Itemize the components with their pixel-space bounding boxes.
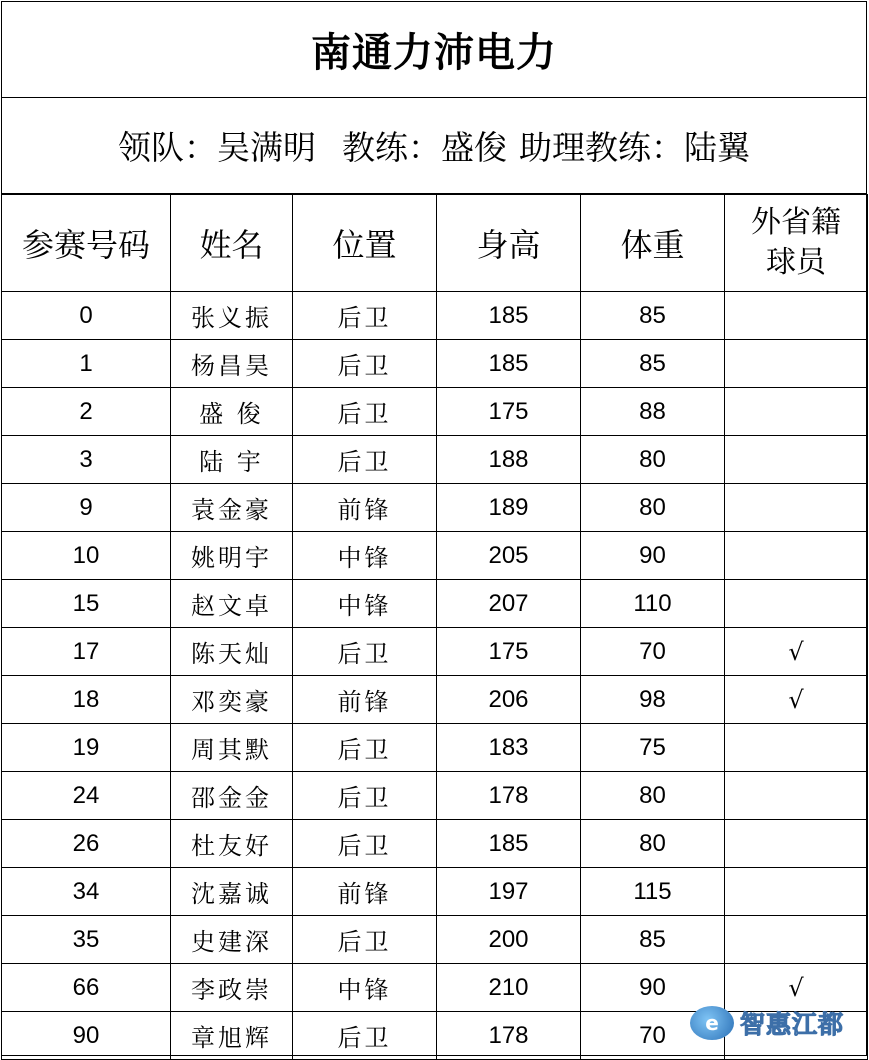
cell-height: 183 bbox=[437, 724, 581, 772]
cell-height: 185 bbox=[437, 340, 581, 388]
cell-number: 66 bbox=[2, 964, 171, 1012]
table-row bbox=[2, 580, 868, 628]
header-number: 参赛号码 bbox=[2, 195, 171, 292]
cell-name: 邓奕豪 bbox=[171, 676, 293, 724]
cell-foreign: √ bbox=[725, 628, 868, 676]
header-position: 位置 bbox=[293, 195, 437, 292]
cell-position: 后卫 bbox=[293, 628, 437, 676]
cell-name: 陆 宇 bbox=[171, 436, 293, 484]
cell-weight: 90 bbox=[581, 964, 725, 1012]
table-row bbox=[2, 484, 868, 532]
head-coach: 教练：盛俊 bbox=[342, 128, 507, 167]
cell-foreign bbox=[725, 772, 868, 820]
cell-number: 1 bbox=[2, 340, 171, 388]
cell-number: 35 bbox=[2, 916, 171, 964]
cell-position: 中锋 bbox=[293, 964, 437, 1012]
watermark bbox=[690, 1002, 855, 1044]
cell-position: 后卫 bbox=[293, 820, 437, 868]
cell-position: 后卫 bbox=[293, 436, 437, 484]
cell-name: 史建深 bbox=[171, 916, 293, 964]
cell-weight: 70 bbox=[581, 1012, 725, 1060]
cell-foreign bbox=[725, 580, 868, 628]
cell-name: 姚明宇 bbox=[171, 532, 293, 580]
table-row bbox=[2, 772, 868, 820]
header-foreign-line2: 球员 bbox=[766, 245, 826, 280]
header-foreign-line1: 外省籍 bbox=[751, 205, 841, 240]
cell-number: 2 bbox=[2, 388, 171, 436]
cell-height: 207 bbox=[437, 580, 581, 628]
cell-foreign bbox=[725, 868, 868, 916]
cell-name: 章旭辉 bbox=[171, 1012, 293, 1060]
cell-foreign bbox=[725, 292, 868, 340]
cell-weight: 70 bbox=[581, 628, 725, 676]
cell-foreign bbox=[725, 388, 868, 436]
cell-height: 175 bbox=[437, 628, 581, 676]
cell-name: 袁金豪 bbox=[171, 484, 293, 532]
cell-weight: 85 bbox=[581, 340, 725, 388]
table-row bbox=[2, 388, 868, 436]
cell-foreign: √ bbox=[725, 964, 868, 1012]
cell-weight: 110 bbox=[581, 580, 725, 628]
cell-number: 17 bbox=[2, 628, 171, 676]
cell-number: 10 bbox=[2, 532, 171, 580]
cell-foreign bbox=[725, 436, 868, 484]
header-height: 身高 bbox=[437, 195, 581, 292]
cell-number: 9 bbox=[2, 484, 171, 532]
cell-height: 200 bbox=[437, 916, 581, 964]
cell-name: 周其默 bbox=[171, 724, 293, 772]
table-row bbox=[2, 628, 868, 676]
cell-height: 178 bbox=[437, 772, 581, 820]
cell-weight: 75 bbox=[581, 724, 725, 772]
roster-sheet bbox=[1, 1, 867, 1056]
cell-height: 210 bbox=[437, 964, 581, 1012]
cell-height: 185 bbox=[437, 292, 581, 340]
cell-position: 前锋 bbox=[293, 676, 437, 724]
cell-height: 189 bbox=[437, 484, 581, 532]
table-header-row bbox=[2, 195, 868, 292]
cell-position: 后卫 bbox=[293, 292, 437, 340]
cell-height: 185 bbox=[437, 820, 581, 868]
cell-foreign bbox=[725, 484, 868, 532]
cell-name: 赵文卓 bbox=[171, 580, 293, 628]
cell-position: 中锋 bbox=[293, 532, 437, 580]
cell-position: 前锋 bbox=[293, 868, 437, 916]
cell-number: 0 bbox=[2, 292, 171, 340]
table-row bbox=[2, 868, 868, 916]
cell-weight: 80 bbox=[581, 436, 725, 484]
cell-name: 沈嘉诚 bbox=[171, 868, 293, 916]
cell-weight: 85 bbox=[581, 292, 725, 340]
table-row bbox=[2, 724, 868, 772]
cell-position: 前锋 bbox=[293, 484, 437, 532]
cell-height: 178 bbox=[437, 1012, 581, 1060]
cell-name: 李政崇 bbox=[171, 964, 293, 1012]
cell-name: 陈天灿 bbox=[171, 628, 293, 676]
cell-name: 张义振 bbox=[171, 292, 293, 340]
cell-number: 90 bbox=[2, 1012, 171, 1060]
cell-weight: 98 bbox=[581, 676, 725, 724]
cell-height: 175 bbox=[437, 388, 581, 436]
cell-name: 杜友好 bbox=[171, 820, 293, 868]
table-row bbox=[2, 676, 868, 724]
swirl-logo-icon: e bbox=[690, 1006, 734, 1040]
cell-number: 26 bbox=[2, 820, 171, 868]
cell-number: 18 bbox=[2, 676, 171, 724]
cell-position: 后卫 bbox=[293, 388, 437, 436]
cell-foreign: √ bbox=[725, 676, 868, 724]
header-name: 姓名 bbox=[171, 195, 293, 292]
cell-height: 188 bbox=[437, 436, 581, 484]
table-row bbox=[2, 292, 868, 340]
cell-number: 3 bbox=[2, 436, 171, 484]
cell-foreign bbox=[725, 532, 868, 580]
cell-weight: 90 bbox=[581, 532, 725, 580]
cell-weight: 85 bbox=[581, 916, 725, 964]
cell-weight: 80 bbox=[581, 820, 725, 868]
table-row bbox=[2, 916, 868, 964]
table-row bbox=[2, 436, 868, 484]
cell-foreign bbox=[725, 916, 868, 964]
cell-foreign bbox=[725, 724, 868, 772]
cell-height: 205 bbox=[437, 532, 581, 580]
team-title: 南通力沛电力 bbox=[2, 2, 866, 98]
table-row bbox=[2, 340, 868, 388]
cell-weight: 80 bbox=[581, 772, 725, 820]
cell-position: 后卫 bbox=[293, 340, 437, 388]
header-foreign bbox=[725, 195, 868, 292]
watermark-text: 智惠江都 bbox=[740, 1010, 845, 1039]
cell-number: 19 bbox=[2, 724, 171, 772]
cell-foreign bbox=[725, 820, 868, 868]
cell-weight: 80 bbox=[581, 484, 725, 532]
table-row bbox=[2, 532, 868, 580]
cell-position: 中锋 bbox=[293, 580, 437, 628]
cell-number: 34 bbox=[2, 868, 171, 916]
cell-weight: 115 bbox=[581, 868, 725, 916]
cell-position: 后卫 bbox=[293, 772, 437, 820]
staff-line bbox=[2, 98, 866, 194]
cell-name: 邵金金 bbox=[171, 772, 293, 820]
header-weight: 体重 bbox=[581, 195, 725, 292]
cell-foreign bbox=[725, 340, 868, 388]
cell-name: 盛 俊 bbox=[171, 388, 293, 436]
assistant-coach: 助理教练：陆翼 bbox=[519, 128, 750, 167]
cell-number: 15 bbox=[2, 580, 171, 628]
cell-height: 206 bbox=[437, 676, 581, 724]
cell-position: 后卫 bbox=[293, 1012, 437, 1060]
cell-number: 24 bbox=[2, 772, 171, 820]
cell-height: 197 bbox=[437, 868, 581, 916]
cell-position: 后卫 bbox=[293, 916, 437, 964]
cell-position: 后卫 bbox=[293, 724, 437, 772]
table-row bbox=[2, 820, 868, 868]
team-leader: 领队：吴满明 bbox=[118, 128, 316, 167]
cell-weight: 88 bbox=[581, 388, 725, 436]
cell-name: 杨昌昊 bbox=[171, 340, 293, 388]
roster-table bbox=[1, 194, 868, 1060]
